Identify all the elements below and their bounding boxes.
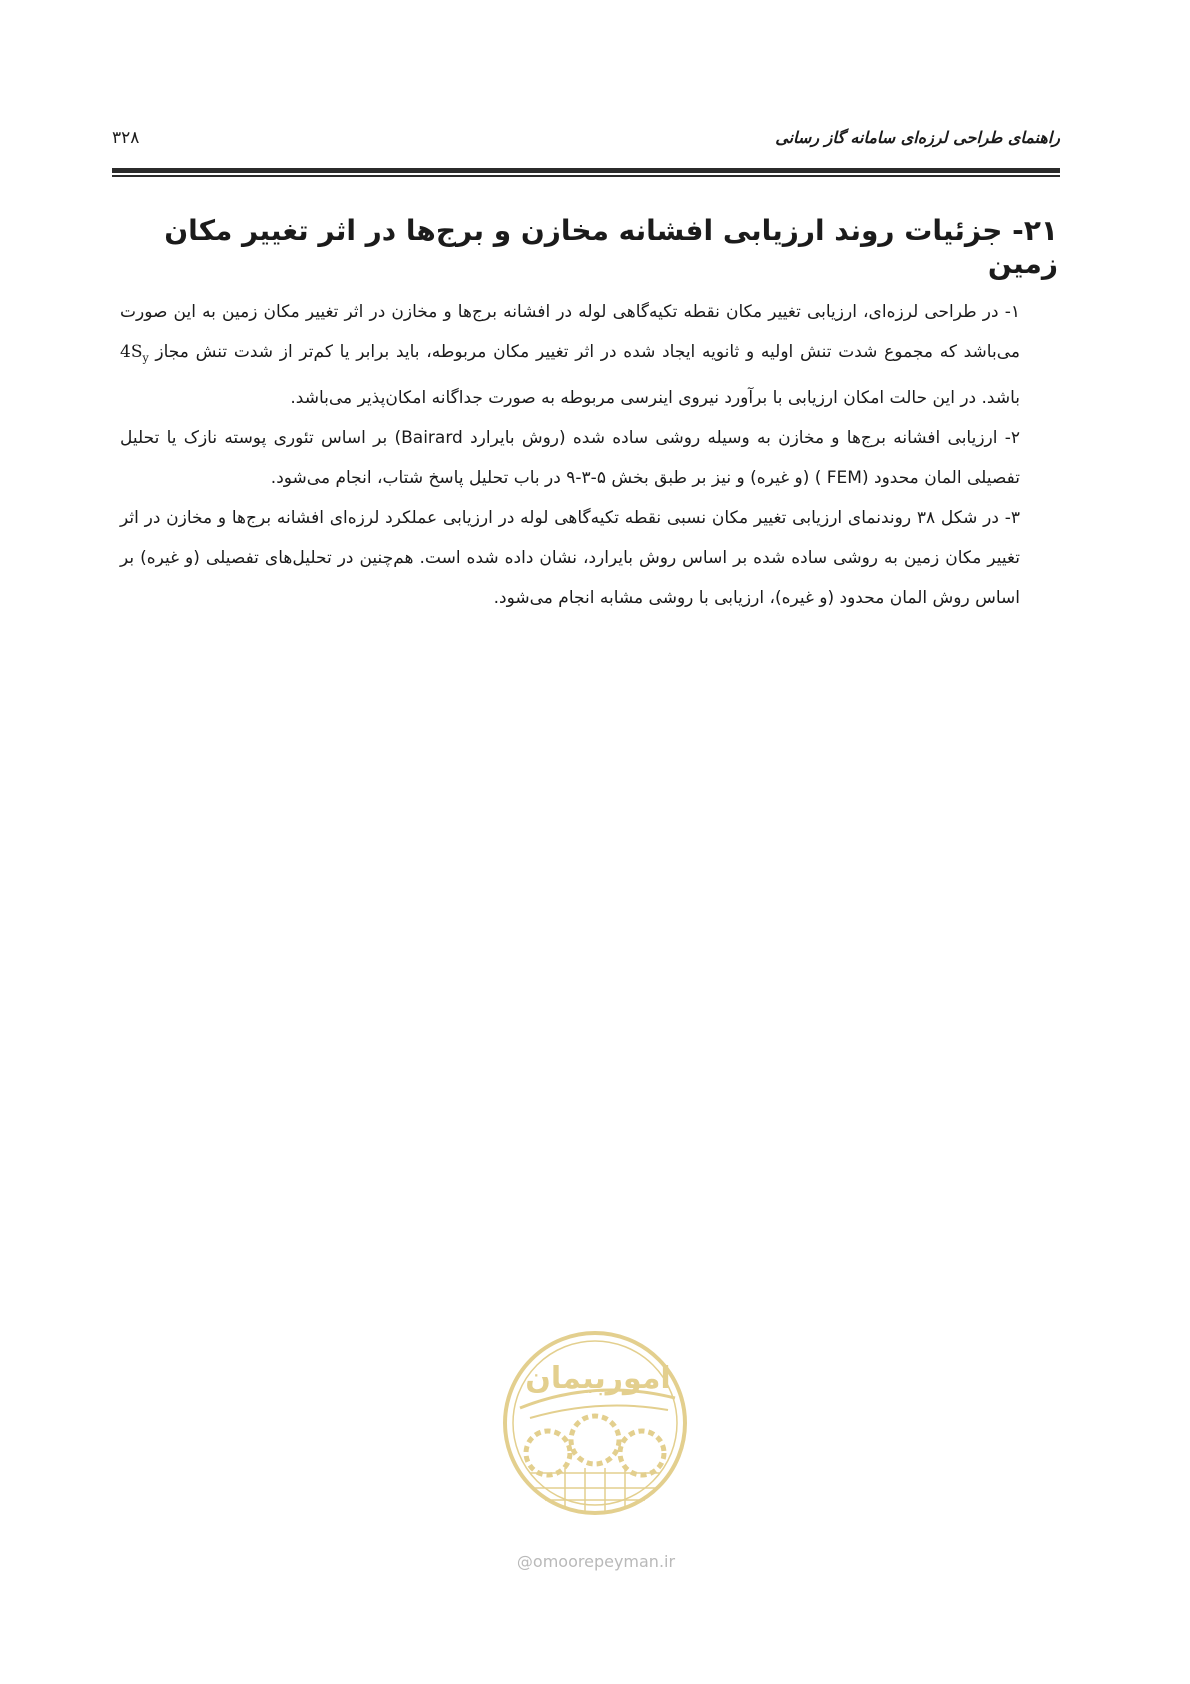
header-rule-thick [112,168,1060,173]
allowable-stress-symbol [120,342,149,365]
watermark-logo-text: امورپیمان [525,1361,671,1396]
header-rule-thin [112,175,1060,177]
list-item-text: ارزیابی افشانه برج‌ها و مخازن به وسیله روشی ساده شده (روش بایرارد Bairard) بر اساس تئوری پوسته نازک یا تحلیل تفصیلی المان محدود (FEM ) (و غیره) و نیز بر طبق بخش ۵-۳-۹ در باب تحلیل پاسخ شتاب، انجام می‌شود. [120,428,1020,489]
symbol-base: 4S [120,342,143,362]
list-item-marker: ۳- [998,508,1020,529]
running-header [112,128,1060,154]
running-header-title: راهنمای طراحی لرزه‌ای سامانه گاز رسانی [775,128,1060,147]
page-number: ۳۲۸ [112,128,140,148]
list-item-marker: ۱- [998,302,1020,322]
watermark-url: @omoorepeyman.ir [516,1552,676,1571]
watermark-logo [490,1328,700,1518]
list-item-2 [120,418,1020,498]
list-item-text: در شکل ۳۸ روندنمای ارزیابی تغییر مکان نسبی نقطه تکیه‌گاهی لوله در ارزیابی عملکرد لرزه‌ای افشانه برج‌ها و مخازن در اثر تغییر مکان زمین به روشی ساده شده بر اساس روش بایرارد، نشان داده شده است. هم‌چنین در تحلیل‌های تفصیلی (و غیره) بر اساس روش المان محدود (و غیره)، ارزیابی با روشی مشابه انجام می‌شود. [120,508,1020,609]
body-text [120,292,1020,618]
symbol-subscript: y [142,351,149,365]
list-item-text: در طراحی لرزه‌ای، ارزیابی تغییر مکان نقطه تکیه‌گاهی لوله در افشانه برج‌ها و مخازن در اثر تغییر مکان زمین به این صورت می‌باشد که مجموع شدت تنش اولیه و ثانویه ایجاد شده در اثر تغییر مکان مربوطه، باید برابر یا کم‌تر از شدت تنش مجاز [120,302,1020,362]
list-item-1 [120,292,1020,418]
list-item-marker: ۲- [997,428,1021,449]
list-item-text-continued: باشد. در این حالت امکان ارزیابی با برآورد نیروی اینرسی مربوطه به صورت جداگانه امکان‌پذیر می‌باشد. [290,388,1020,409]
section-title: ۲۱- جزئیات روند ارزیابی افشانه مخازن و برج‌ها در اثر تغییر مکان زمین [164,214,1058,280]
list-item-3 [120,498,1020,618]
